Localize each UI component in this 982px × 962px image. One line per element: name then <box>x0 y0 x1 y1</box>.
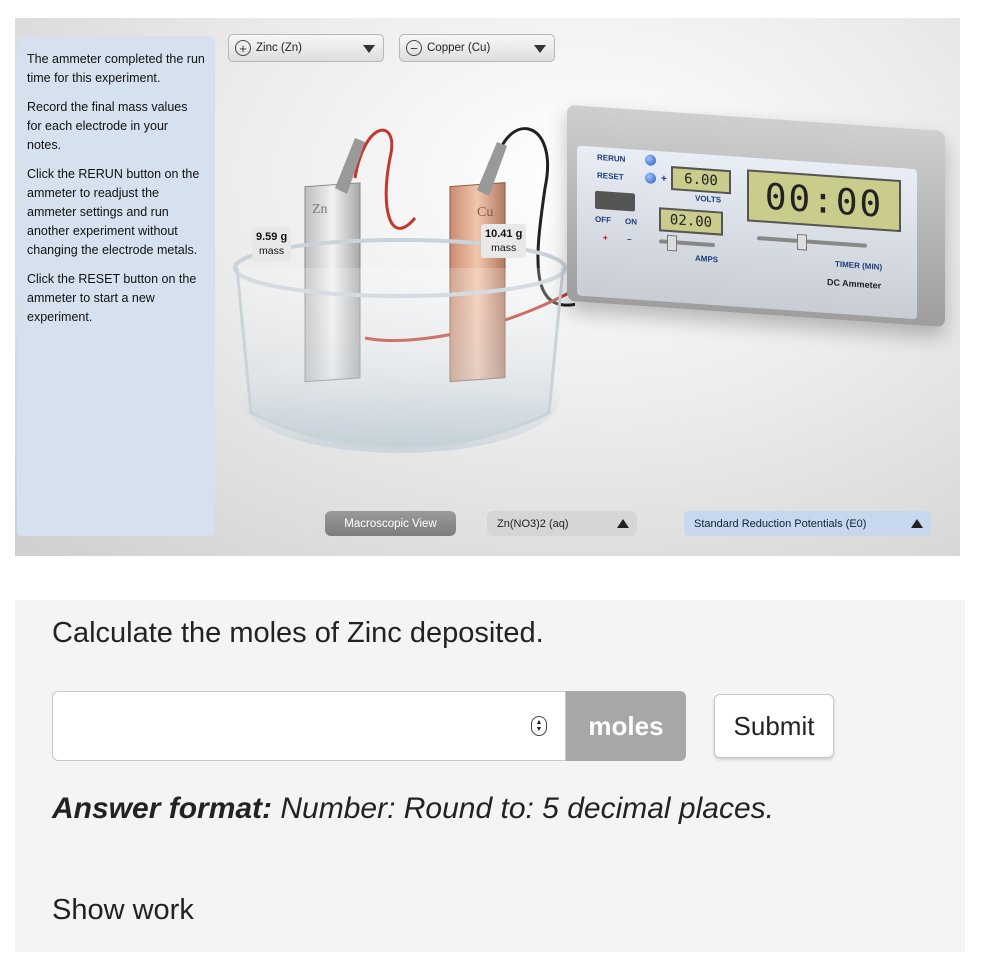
cathode-metal-value: Copper (Cu) <box>427 42 491 54</box>
timer-slider[interactable] <box>757 236 867 248</box>
reset-button[interactable] <box>645 172 656 184</box>
timer-display: 00:00 <box>747 169 901 232</box>
rerun-button[interactable] <box>645 154 656 166</box>
copper-mass-value: 10.41 g <box>485 228 523 240</box>
amps-slider[interactable] <box>659 239 715 247</box>
chevron-up-icon <box>911 519 923 528</box>
beaker-body <box>237 268 563 448</box>
anode-metal-select[interactable] <box>228 34 384 62</box>
zinc-label: Zn <box>312 202 328 217</box>
standard-reduction-potentials-button[interactable] <box>684 511 931 536</box>
on-label: ON <box>625 216 637 227</box>
answer-format-text: Number: Round to: 5 decimal places. <box>272 792 774 825</box>
instruction-text: Record the final mass values for each electrode in your notes. <box>27 100 188 152</box>
show-work-link[interactable]: Show work <box>52 894 194 926</box>
zinc-mass-readout <box>252 227 291 261</box>
slider-handle[interactable] <box>667 235 677 252</box>
ammeter-name: DC Ammeter <box>827 276 882 291</box>
positive-terminal: + <box>603 233 608 243</box>
answer-input[interactable] <box>53 692 527 760</box>
dc-ammeter <box>567 105 945 327</box>
unit-label: moles <box>566 691 686 761</box>
question-panel <box>15 600 965 952</box>
mass-caption: mass <box>491 242 517 254</box>
potentials-label: Standard Reduction Potentials (E0) <box>694 517 867 530</box>
cathode-metal-select[interactable] <box>399 34 555 62</box>
rerun-label: RERUN <box>597 152 626 164</box>
mass-caption: mass <box>259 245 285 257</box>
macroscopic-view-button[interactable]: Macroscopic View <box>325 511 456 536</box>
instruction-text: The ammeter completed the run time for this experiment. <box>27 52 205 85</box>
amps-display: 02.00 <box>659 207 723 235</box>
submit-button[interactable]: Submit <box>714 694 834 758</box>
volts-label: VOLTS <box>695 193 722 205</box>
answer-field[interactable] <box>52 691 566 761</box>
answer-format-label: Answer format: <box>52 792 273 825</box>
copper-label: Cu <box>477 205 494 220</box>
zinc-mass-value: 9.59 g <box>256 231 288 243</box>
anode-metal-value: Zinc (Zn) <box>256 42 302 54</box>
instruction-text: Click the RESET button on the ammeter to start a new experiment. <box>27 272 197 324</box>
power-switch[interactable] <box>595 191 635 212</box>
plus-icon: + <box>235 40 251 56</box>
beaker-illustration <box>215 98 575 488</box>
spinner-icon[interactable]: ▲ ▼ <box>531 716 547 736</box>
chevron-down-icon <box>363 45 375 53</box>
timer-label: TIMER (MIN) <box>835 259 883 272</box>
answer-format <box>52 792 774 826</box>
solution-value: Zn(NO3)2 (aq) <box>497 517 569 530</box>
electrochemistry-simulation <box>15 18 960 556</box>
off-label: OFF <box>595 214 611 225</box>
volts-sign: + <box>661 173 667 185</box>
solution-select[interactable] <box>487 511 637 536</box>
reset-label: RESET <box>597 170 624 182</box>
instructions-panel <box>17 36 215 536</box>
ammeter-front-panel <box>577 145 917 319</box>
amps-label: AMPS <box>695 253 719 265</box>
instruction-text: Click the RERUN button on the ammeter to readjust the ammeter settings and run another experiment without changing the electrode metals. <box>27 167 200 257</box>
volts-display: 6.00 <box>671 166 731 194</box>
chevron-down-icon <box>534 45 546 53</box>
negative-terminal: − <box>627 234 632 245</box>
copper-mass-readout <box>481 224 526 258</box>
chevron-up-icon <box>617 519 629 528</box>
slider-handle[interactable] <box>797 234 807 251</box>
minus-icon: − <box>406 40 422 56</box>
question-title: Calculate the moles of Zinc deposited. <box>52 617 544 649</box>
